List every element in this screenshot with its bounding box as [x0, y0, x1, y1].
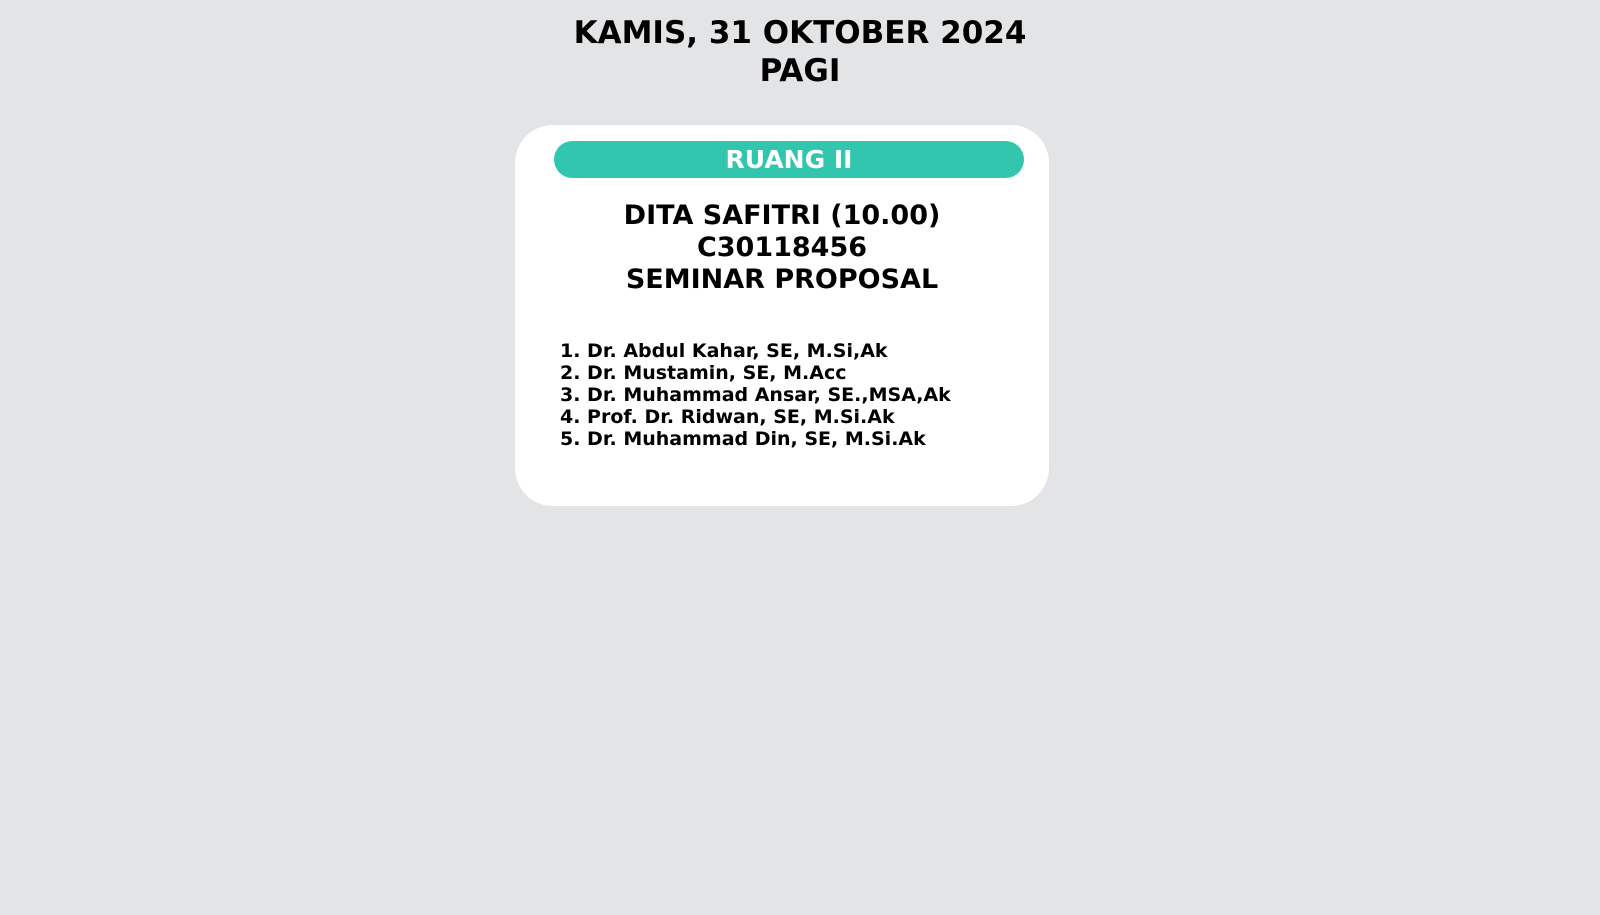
- event-type: SEMINAR PROPOSAL: [625, 264, 939, 295]
- room-badge: RUANG II: [554, 141, 1024, 178]
- student-id: C30118456: [696, 232, 868, 263]
- examiner-list: [560, 340, 1030, 450]
- examiner-item: 5. Dr. Muhammad Din, SE, M.Si.Ak: [560, 428, 926, 450]
- schedule-session: PAGI: [759, 53, 841, 89]
- schedule-header: [500, 14, 1100, 90]
- student-info: [515, 200, 1049, 296]
- schedule-card: [515, 125, 1049, 506]
- examiner-item: 1. Dr. Abdul Kahar, SE, M.Si,Ak: [560, 340, 888, 362]
- examiner-item: 4. Prof. Dr. Ridwan, SE, M.Si.Ak: [560, 406, 895, 428]
- student-name-time: DITA SAFITRI (10.00): [623, 200, 941, 231]
- examiner-item: 3. Dr. Muhammad Ansar, SE.,MSA,Ak: [560, 384, 951, 406]
- schedule-date: KAMIS, 31 OKTOBER 2024: [573, 15, 1027, 51]
- examiner-item: 2. Dr. Mustamin, SE, M.Acc: [560, 362, 847, 384]
